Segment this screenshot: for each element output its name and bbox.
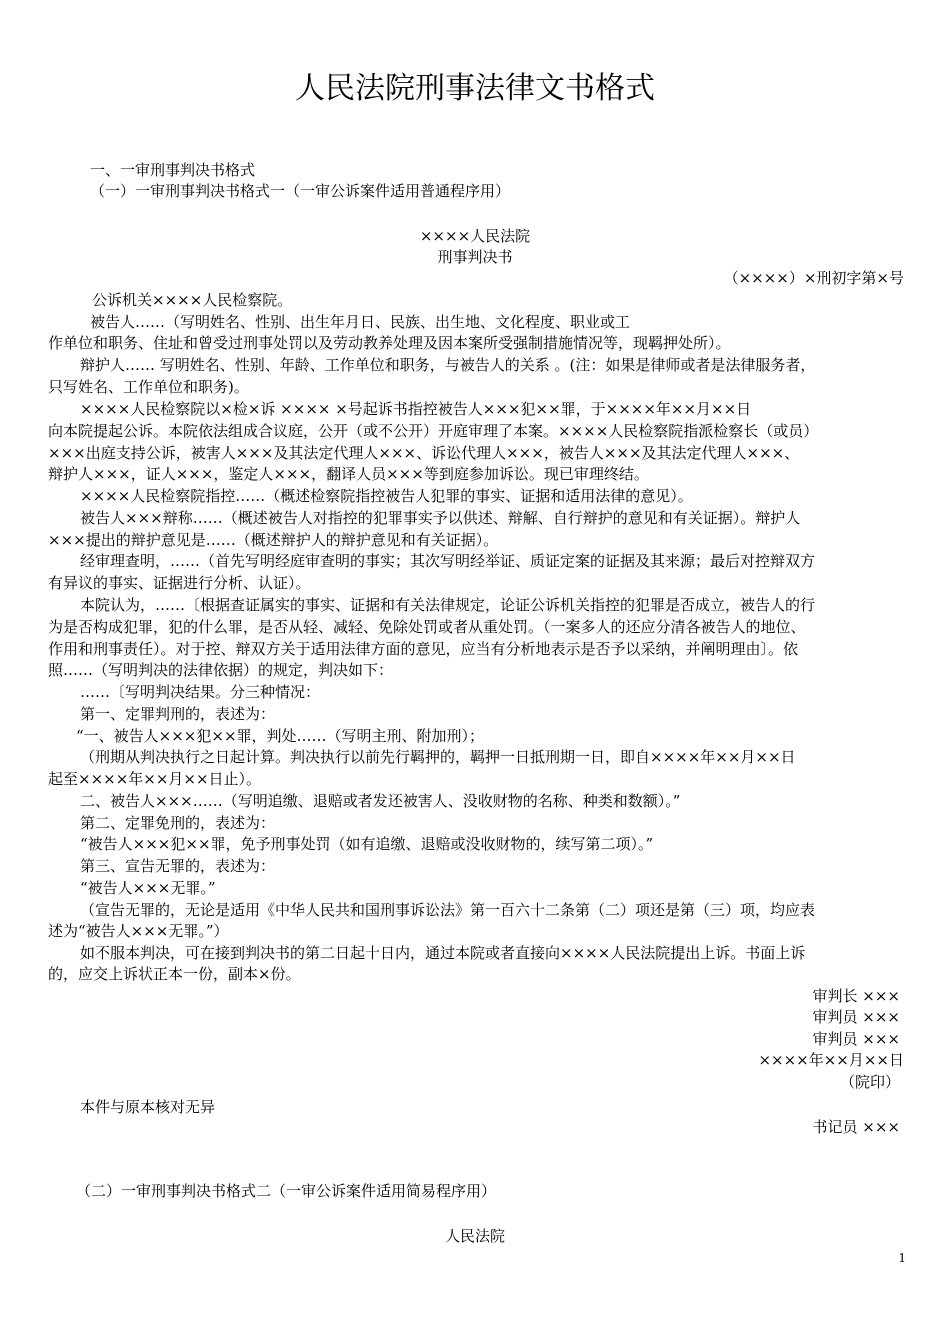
body-line: 经审理查明，……（首先写明经庭审查明的事实；其次写明经举证、质证定案的证据及其来源；最后对控辩双方 [80,552,816,570]
body-line: 作用和刑事责任）。对于控、辩双方关于适用法律方面的意见，应当有分析地表示是否予以采纳，并阐明理由〕。依 [48,640,799,658]
body-line: 第二、定罪免刑的，表述为： [80,814,276,832]
body-line: 如不服本判决，可在接到判决书的第二日起十日内，通过本院或者直接向××××人民法院提出上诉。书面上诉 [80,944,806,962]
body-line: ×××提出的辩护意见是……（概述辩护人的辩护意见和有关证据）。 [48,531,499,549]
signature-judge-1: 审判员 ××× [812,1008,900,1026]
body-line: 的，应交上诉状正本一份，副本×份。 [48,965,301,983]
signature-judge-2: 审判员 ××× [812,1030,900,1048]
body-line: 作单位和职务、住址和曾受过刑事处罚以及劳动教养处理及因本案所受强制措施情况等，现羁押处所）。 [48,334,731,352]
body-line: 照……（写明判决的法律依据）的规定，判决如下： [48,661,394,679]
body-line: 起至××××年××月××日止）。 [48,770,262,788]
subsection-heading-2: （二）一审刑事判决书格式二（一审公诉案件适用简易程序用） [76,1182,497,1200]
document-type: 刑事判决书 [437,248,513,266]
body-line: 述为“被告人×××无罪。”） [48,922,229,940]
case-number: （××××）×刑初字第×号 [723,269,904,287]
body-line: （刑期从判决执行之日起计算。判决执行以前先行羁押的，羁押一日抵刑期一日，即自××××年××月××日 [80,748,796,766]
subsection-heading-1: （一）一审刑事判决书格式一（一审公诉案件适用普通程序用） [90,182,511,200]
body-line: 二、被告人×××……（写明追缴、退赔或者发还被害人、没收财物的名称、种类和数额）。” [80,792,681,810]
clerk-signature: 书记员 ××× [812,1118,900,1136]
body-line: 为是否构成犯罪，犯的什么罪，是否从轻、减轻、免除处罚或者从重处罚。（一案多人的还应分清各被告人的地位、 [48,618,806,636]
body-line: ××××人民检察院指控……（概述检察院指控被告人犯罪的事实、证据和适用法律的意见）。 [80,487,693,505]
verify-note: 本件与原本核对无异 [80,1098,216,1116]
body-line: “被告人×××无罪。” [80,879,216,897]
court-name: ××××人民法院 [419,227,531,245]
body-line: 有异议的事实、证据进行分析、认证）。 [48,574,311,592]
body-line: “一、被告人×××犯××罪，判处……（写明主刑、附加刑）； [76,727,485,745]
body-line: 本院认为，……〔根据查证属实的事实、证据和有关法律规定，论证公诉机关指控的犯罪是否成立，被告人的行 [80,596,816,614]
page-number: 1 [898,1251,906,1265]
body-line: 公诉机关××××人民检察院。 [92,291,293,309]
body-line: 被告人×××辩称……（概述被告人对指控的犯罪事实予以供述、辩解、自行辩护的意见和有关证据）。辩护人 [80,509,801,527]
body-line: 被告人……（写明姓名、性别、出生年月日、民族、出生地、文化程度、职业或工 [90,313,631,331]
body-line: 辩护人×××，证人×××，鉴定人×××，翻译人员×××等到庭参加诉讼。现已审理终结。 [48,465,649,483]
body-line: 向本院提起公诉。本院依法组成合议庭，公开（或不公开）开庭审理了本案。××××人民检察院指派检察长（或员） [48,422,819,440]
body-line: 第一、定罪判刑的，表述为： [80,705,276,723]
signature-date: ××××年××月××日 [758,1051,904,1069]
body-line: ×××出庭支持公诉，被害人×××及其法定代理人×××、诉讼代理人×××，被告人×××及其法定代理人×××、 [48,444,800,462]
body-line: ……〔写明判决结果。分三种情况： [80,683,321,701]
body-line: 只写姓名、工作单位和职务)。 [48,378,249,396]
document-title: 人民法院刑事法律文书格式 [295,71,655,106]
section-heading: 一、一审刑事判决书格式 [90,161,256,179]
body-line: （宣告无罪的，无论是适用《中华人民共和国刑事诉讼法》第一百六十二条第（二）项还是第（三）项，均应表 [80,901,816,919]
body-line: ××××人民检察院以×检×诉 ×××× ×号起诉书指控被告人×××犯××罪，于××××年××月××日 [80,400,752,418]
court-name-2: 人民法院 [444,1227,505,1245]
body-line: 辩护人…… 写明姓名、性别、年龄、工作单位和职务，与被告人的关系 。(注：如果是律师或者是法律服务者， [80,356,816,374]
court-seal: （院印） [839,1073,900,1091]
signature-presiding-judge: 审判长 ××× [812,987,900,1005]
body-line: “被告人×××犯××罪，免予刑事处罚（如有追缴、退赔或没收财物的，续写第二项）。” [80,835,654,853]
body-line: 第三、宣告无罪的，表述为： [80,857,276,875]
